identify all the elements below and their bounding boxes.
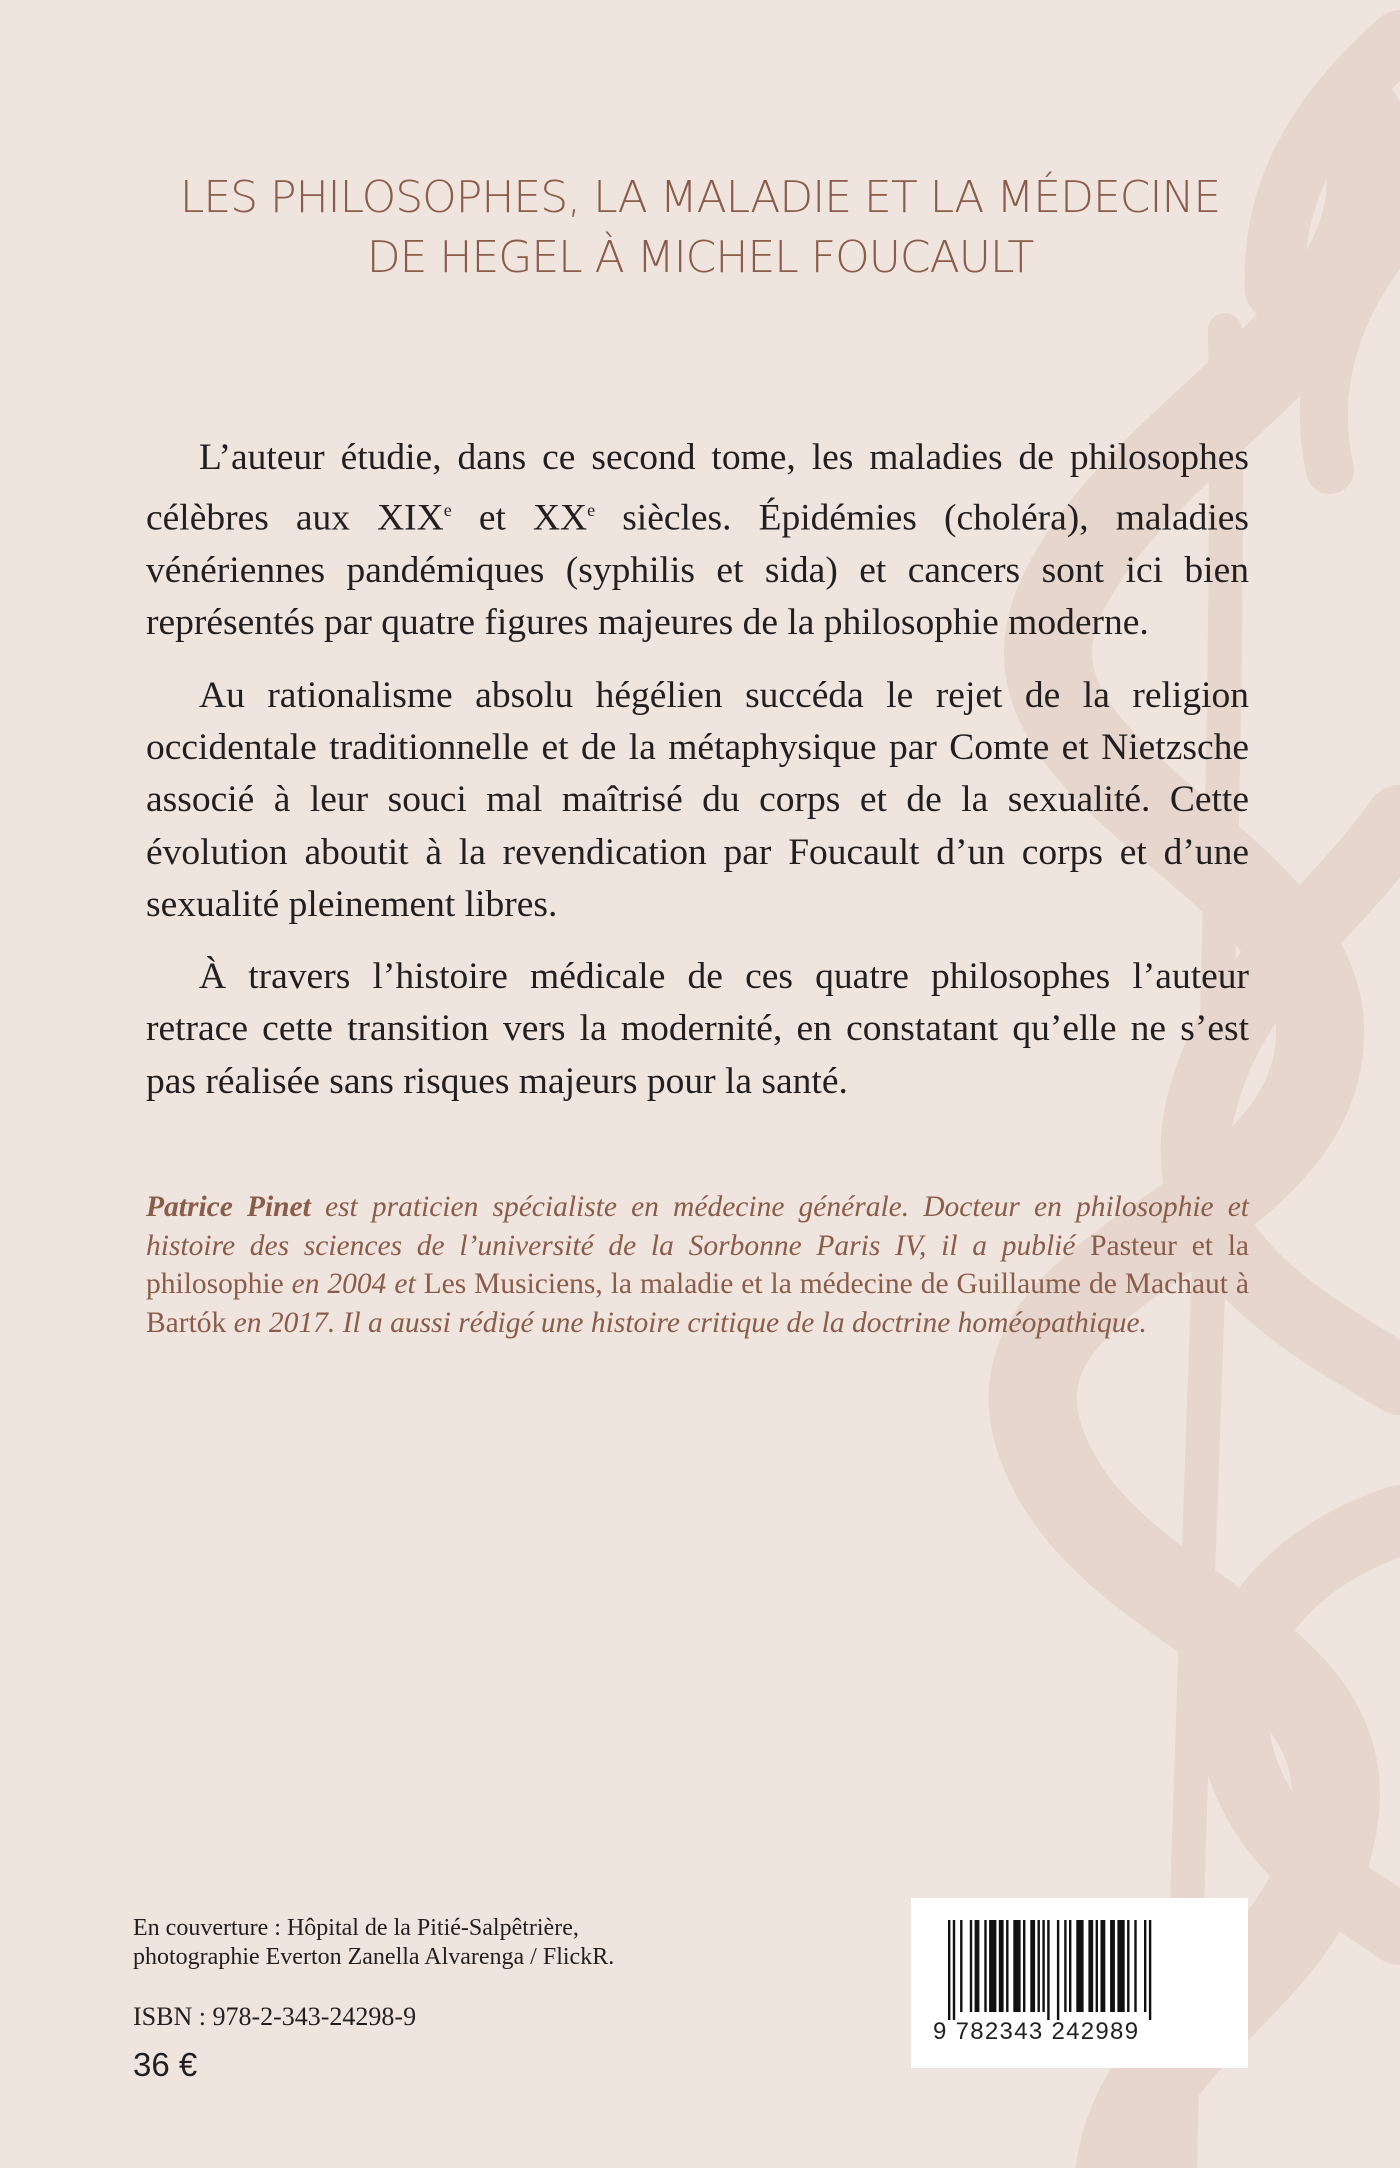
- book-title-musiciens: Les Musiciens, la maladie et la médecine de Guillaume de Machaut à Bartók: [146, 1268, 1249, 1340]
- author-name: Patrice Pinet: [146, 1191, 311, 1223]
- barcode-bar: [1064, 1920, 1066, 2012]
- price: 36 €: [133, 2046, 198, 2083]
- summary-text: [146, 432, 1249, 1128]
- barcode-bar: [1144, 1920, 1146, 2012]
- barcode-bar: [984, 1920, 986, 2012]
- author-bio: [146, 1188, 1249, 1343]
- cover-credit-line-2: photographie Everton Zanella Alvarenga / FlickR.: [133, 1944, 615, 1970]
- barcode-bar: [960, 1920, 962, 2012]
- book-title-pasteur: Pasteur et la philosophie: [146, 1229, 1249, 1301]
- barcode-bar: [1047, 1920, 1049, 2020]
- cover-credit-line-1: En couverture : Hôpital de la Pitié-Salpêtrière,: [133, 1915, 579, 1941]
- barcode-bars-icon: [944, 1920, 1216, 2020]
- summary-p1-end: siècles. Épidémies (choléra), maladies vénériennes pandémiques (syphilis et sida) et cancers sont ici bien représentés par quatre figures majeures de la philosophie moderne.: [146, 497, 1249, 644]
- barcode-bar: [1088, 1920, 1093, 2012]
- book-title: [0, 168, 1400, 288]
- bio-text-3: en 2017. Il a aussi rédigé une histoire critique de la doctrine homéopathique.: [226, 1307, 1147, 1340]
- barcode: [911, 1898, 1248, 2068]
- barcode-bar: [1030, 1920, 1035, 2012]
- superscript-e: e: [587, 500, 596, 521]
- barcode-bar: [1117, 1920, 1124, 2012]
- barcode-bar: [999, 1920, 1004, 2012]
- barcode-bar: [1042, 1920, 1044, 2012]
- summary-paragraph-3: À travers l’histoire médicale de ces quatre philosophes l’auteur retrace cette transition vers la modernité, en constatant qu’elle ne s’est pas réalisée sans risques majeurs pour la santé.: [146, 956, 1249, 1102]
- cover-credit: [133, 1914, 614, 1972]
- barcode-bar: [1013, 1920, 1020, 2012]
- summary-p1-middle: et XX: [451, 497, 588, 539]
- barcode-bar: [1038, 1920, 1040, 2012]
- barcode-bar: [1110, 1920, 1115, 2012]
- barcode-bar: [1149, 1920, 1151, 2020]
- barcode-bar: [1076, 1920, 1083, 2012]
- isbn: ISBN : 978-2-343-24298-9: [133, 2002, 417, 2031]
- barcode-digits: 9 782343 242989: [933, 2018, 1140, 2045]
- barcode-bar: [970, 1920, 972, 2012]
- superscript-e: e: [443, 500, 452, 521]
- barcode-bar: [1057, 1920, 1059, 2020]
- barcode-bar: [1127, 1920, 1129, 2012]
- barcode-bar: [975, 1920, 980, 2012]
- barcode-bar: [989, 1920, 996, 2012]
- summary-p1-start: L’auteur étudie, dans ce second tome, les maladies de philosophes célèbres aux XIX: [146, 437, 1249, 539]
- barcode-bar: [948, 1920, 950, 2020]
- barcode-bar: [953, 1920, 955, 2020]
- barcode-bar: [1023, 1920, 1025, 2012]
- barcode-bar: [1006, 1920, 1008, 2012]
- barcode-bar: [1134, 1920, 1136, 2012]
- bio-text-1: est praticien spécialiste en médecine générale. Docteur en philosophie et histoire des sciences de l’université de la Sorbonne Paris IV, il a publié: [146, 1191, 1250, 1262]
- barcode-bar: [1101, 1920, 1106, 2012]
- summary-paragraph-1: [146, 432, 1249, 650]
- bio-text-2: en 2004 et: [283, 1268, 424, 1301]
- book-title-line-2: DE HEGEL À MICHEL FOUCAULT: [366, 232, 1034, 283]
- barcode-bar: [1096, 1920, 1098, 2012]
- summary-paragraph-2: Au rationalisme absolu hégélien succéda le rejet de la religion occidentale traditionnelle et de la métaphysique par Comte et Nietzsche associé à leur souci mal maîtrisé du corps et de la sexualité. Cette évolution aboutit à la revendication par Foucault d’un corps et d’une sexualité pleinement libres.: [146, 674, 1249, 925]
- barcode-bar: [1069, 1920, 1071, 2012]
- book-title-line-1: LES PHILOSOPHES, LA MALADIE ET LA MÉDECINE: [179, 172, 1221, 223]
